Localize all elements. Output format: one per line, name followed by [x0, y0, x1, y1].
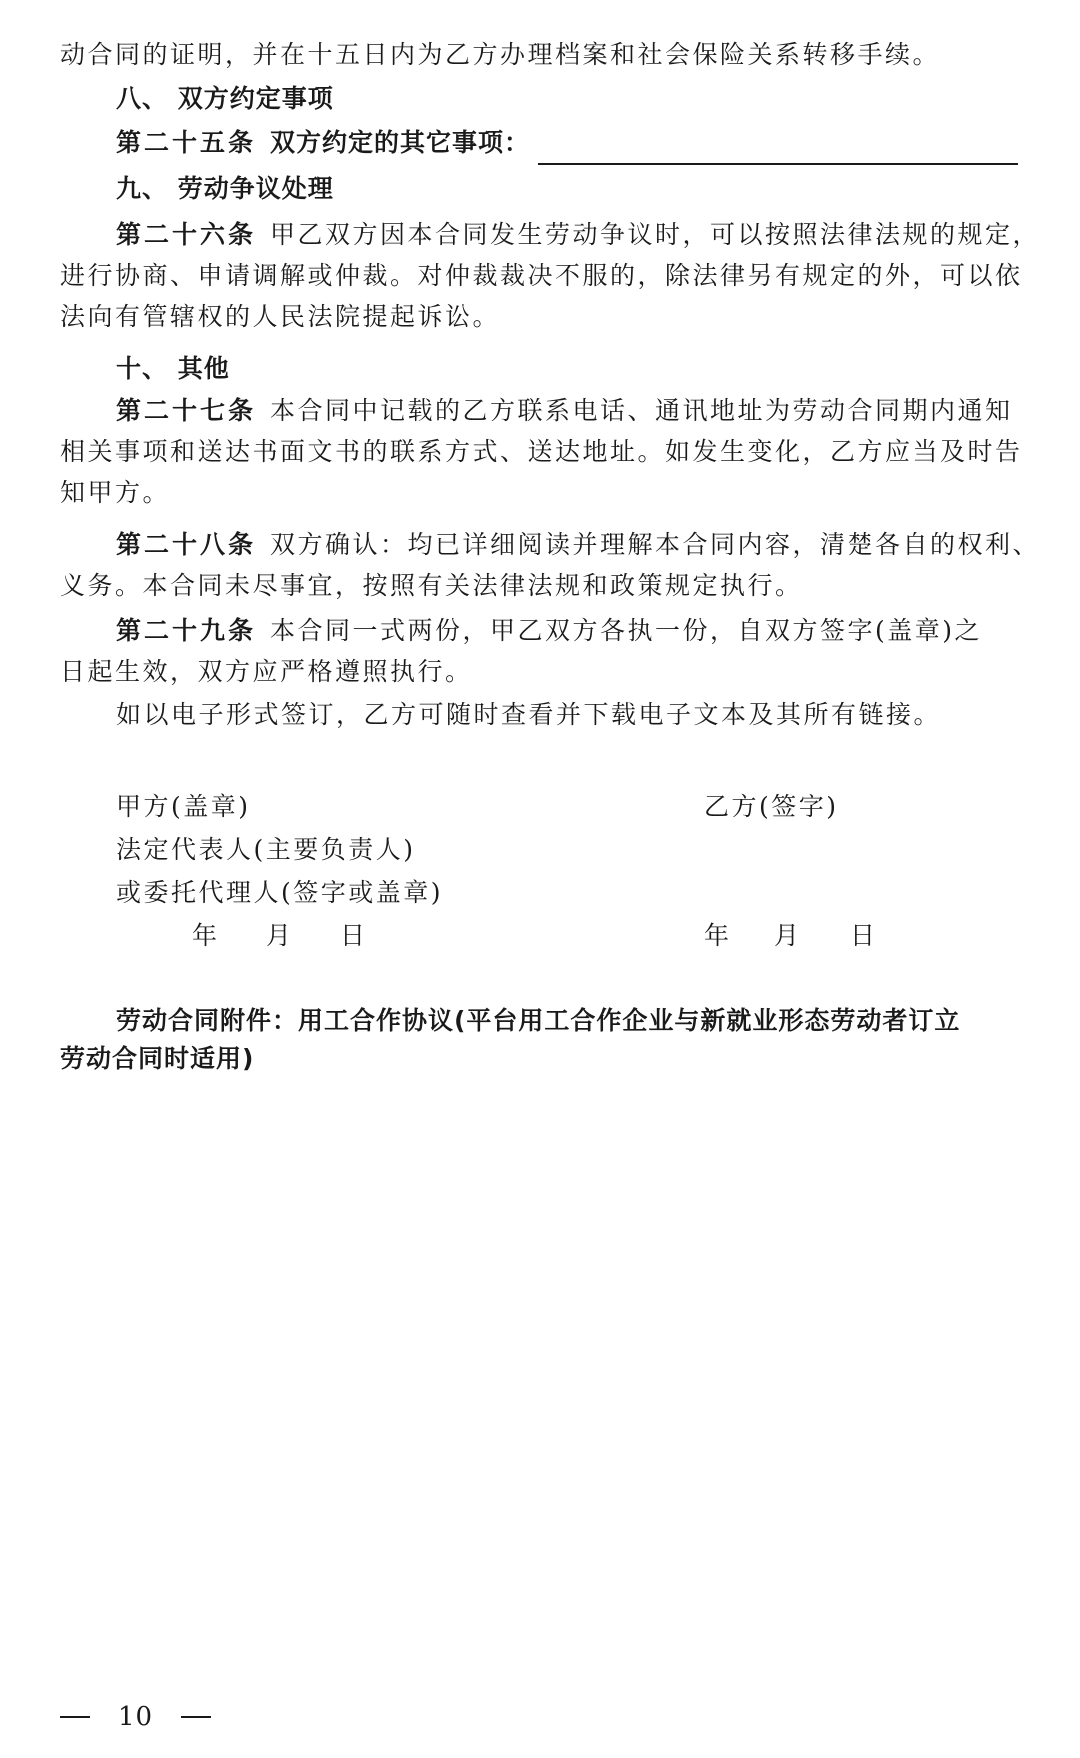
paragraph-continuation: 动合同的证明，并在十五日内为乙方办理档案和社会保险关系转移手续。 [60, 40, 941, 69]
party-a-day: 日 [340, 921, 368, 950]
article-29-line-2: 日起生效，双方应严格遵照执行。 [60, 657, 473, 686]
article-25-text: 双方约定的其它事项： [270, 128, 531, 157]
party-a-agent: 或委托代理人(签字或盖章) [116, 878, 444, 907]
section-heading-9: 九、 劳动争议处理 [116, 174, 334, 203]
article-25 [116, 126, 530, 160]
footer-dash-right [181, 1716, 211, 1718]
article-27-line-1 [116, 394, 1013, 428]
party-b-signature: 乙方(签字) [704, 792, 839, 821]
party-a-date [192, 919, 368, 953]
article-26-text: 甲乙双方因本合同发生劳动争议时，可以按照法律法规的规定， [270, 220, 1041, 249]
article-27-line-3: 知甲方。 [60, 478, 171, 507]
page-number: 10 [118, 1702, 154, 1732]
section-heading-8: 八、 双方约定事项 [116, 84, 334, 113]
article-28-text: 双方确认：均已详细阅读并理解本合同内容，清楚各自的权利、 [270, 530, 1041, 559]
article-26-line-1 [116, 218, 1040, 252]
page-footer [60, 1700, 211, 1734]
party-b-year: 年 [704, 921, 732, 950]
article-27-label: 第二十七条 [116, 396, 257, 425]
party-b-month: 月 [774, 921, 802, 950]
article-29-text: 本合同一式两份，甲乙双方各执一份，自双方签字(盖章)之 [270, 616, 983, 645]
article-26-label: 第二十六条 [116, 220, 257, 249]
article-27-line-2: 相关事项和送达书面文书的联系方式、送达地址。如发生变化，乙方应当及时告 [60, 437, 1023, 466]
article-29-line-1 [116, 614, 982, 648]
footer-dash-left [60, 1716, 90, 1718]
article-26-line-3: 法向有管辖权的人民法院提起诉讼。 [60, 302, 501, 331]
article-26-line-2: 进行协商、申请调解或仲裁。对仲裁裁决不服的，除法律另有规定的外，可以依 [60, 261, 1023, 290]
article-27-text: 本合同中记载的乙方联系电话、通讯地址为劳动合同期内通知 [270, 396, 1013, 425]
attachment-title-line-2: 劳动合同时适用) [60, 1044, 255, 1073]
article-29-label: 第二十九条 [116, 616, 257, 645]
party-b-date [704, 919, 878, 953]
article-25-label: 第二十五条 [116, 128, 257, 157]
party-a-month: 月 [266, 921, 294, 950]
party-a-year: 年 [192, 921, 220, 950]
section-heading-10: 十、 其他 [116, 354, 230, 383]
electronic-signing-note: 如以电子形式签订，乙方可随时查看并下载电子文本及其所有链接。 [116, 700, 942, 729]
article-28-label: 第二十八条 [116, 530, 257, 559]
article-25-blank-line [538, 163, 1018, 165]
attachment-title-line-1: 劳动合同附件：用工合作协议(平台用工合作企业与新就业形态劳动者订立 [116, 1006, 961, 1035]
article-28-line-1 [116, 528, 1040, 562]
party-a-representative: 法定代表人(主要负责人) [116, 835, 416, 864]
party-a-seal: 甲方(盖章) [116, 792, 251, 821]
article-28-line-2: 义务。本合同未尽事宜，按照有关法律法规和政策规定执行。 [60, 571, 803, 600]
party-b-day: 日 [850, 921, 878, 950]
